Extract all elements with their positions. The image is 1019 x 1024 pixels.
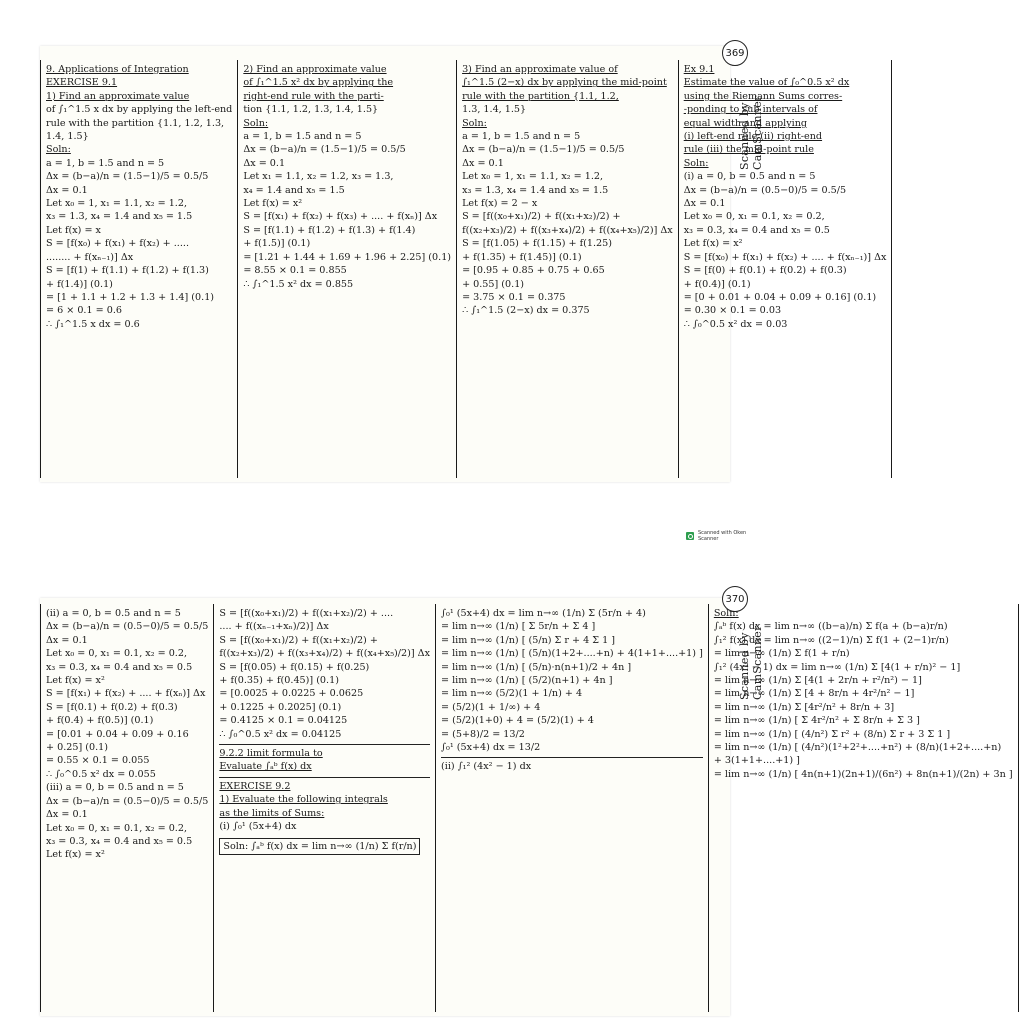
solution-column (678, 60, 893, 478)
handwritten-line: = 0.4125 × 0.1 = 0.04125 (219, 715, 348, 727)
handwritten-line: = lim n→∞ (1/n) Σ [4r²/n² + 8r/n + 3] (713, 701, 895, 713)
handwritten-line: + 0.55] (0.1) (462, 278, 525, 290)
handwritten-line: Let x₀ = 1, x₁ = 1.1, x₂ = 1.2, (46, 198, 188, 210)
handwritten-line: S = [f(x₁) + f(x₂) + f(x₃) + .... + f(xₙ)] Δx (243, 211, 438, 223)
solution-column (40, 604, 213, 1012)
oken-scanner-mark (686, 530, 768, 542)
handwritten-line: + f(1.35) + f(1.45)] (0.1) (462, 251, 582, 263)
handwritten-line: S = [f(x₀) + f(x₁) + f(x₂) + ..... (46, 238, 189, 250)
handwritten-line: (iii) a = 0, b = 0.5 and n = 5 (46, 782, 184, 794)
handwritten-line: 1) Find an approximate value (46, 90, 190, 102)
handwritten-line: + f(0.4) + f(0.5)] (0.1) (46, 715, 154, 727)
handwritten-line: = [1.21 + 1.44 + 1.69 + 1.96 + 2.25] (0.1) (243, 251, 452, 263)
handwritten-line: = [0.95 + 0.85 + 0.75 + 0.65 (462, 265, 605, 277)
handwritten-line: a = 1, b = 1.5 and n = 5 (46, 157, 165, 169)
handwritten-line: Let f(x) = x² (46, 675, 105, 687)
handwritten-line: + f(1.4)] (0.1) (46, 278, 113, 290)
handwritten-line: ∴ ∫₁^1.5 x² dx = 0.855 (243, 278, 354, 290)
handwritten-line: S = [f(x₀) + f(x₁) + f(x₂) + .... + f(xₙ₋₁)] Δx (683, 251, 887, 263)
handwritten-line: Soln: (243, 117, 269, 129)
handwritten-line: = 0.55 × 0.1 = 0.055 (46, 755, 150, 767)
handwritten-line: = lim n→∞ (1/n) [ (4/n²)(1²+2²+....+n²) + (8/n)(1+2+....+n) (713, 742, 1002, 754)
handwritten-line: rule with the partition {1.1, 1.2, 1.3, (46, 117, 225, 129)
handwritten-line: Let f(x) = x² (243, 198, 303, 210)
handwritten-line: Δx = (b−a)/n = (1.5−1)/5 = 0.5/5 (46, 171, 209, 183)
handwritten-line: Soln: ∫ₐᵇ f(x) dx = lim n→∞ (1/n) Σ f(r/n) (219, 838, 420, 855)
handwritten-line: = (5/2)(1+0) + 4 = (5/2)(1) + 4 (441, 715, 594, 727)
solution-column (40, 60, 237, 478)
handwritten-line: Δx = 0.1 (243, 157, 286, 169)
handwritten-line: = lim n→∞ (1/n) [ 4n(n+1)(2n+1)/(6n²) + 8n(n+1)/(2n) + 3n ] (713, 768, 1013, 780)
handwritten-line: Δx = (b−a)/n = (0.5−0)/5 = 0.5/5 (683, 184, 847, 196)
handwritten-line: ∴ ∫₀^0.5 x² dx = 0.04125 (219, 728, 342, 740)
handwritten-line: ∴ ∫₀^0.5 x² dx = 0.03 (683, 318, 788, 330)
handwritten-line: S = [f((x₀+x₁)/2) + f((x₁+x₂)/2) + (219, 634, 378, 646)
handwritten-line: 1.3, 1.4, 1.5} (462, 104, 527, 116)
handwritten-line: using the Riemann Sums corres- (683, 90, 843, 102)
handwritten-line: Let f(x) = x² (683, 238, 743, 250)
handwritten-line: = 6 × 0.1 = 0.6 (46, 305, 122, 317)
handwritten-line: + 0.25] (0.1) (46, 742, 108, 754)
handwritten-line: S = [f(0) + f(0.1) + f(0.2) + f(0.3) (683, 265, 847, 277)
handwritten-line: of ∫₁^1.5 x² dx by applying the (243, 77, 394, 89)
handwritten-line: S = [f((x₀+x₁)/2) + f((x₁+x₂)/2) + (462, 211, 621, 223)
handwritten-line: (i) a = 0, b = 0.5 and n = 5 (683, 171, 816, 183)
handwritten-line: ∫ₐᵇ f(x) dx = lim n→∞ ((b−a)/n) Σ f(a + (b−a)r/n) (713, 621, 948, 633)
handwritten-line: of ∫₁^1.5 x dx by applying the left-end (46, 104, 233, 116)
handwritten-line: Let f(x) = x (46, 224, 101, 236)
handwritten-line: Let x₀ = 0, x₁ = 0.1, x₂ = 0.2, (46, 822, 188, 834)
handwritten-line: = lim n→∞ (1/n) [ (5/n)(1+2+....+n) + 4(1+1+....+1) ] (441, 648, 703, 660)
handwritten-line: 2) Find an approximate value (243, 64, 387, 75)
handwritten-line: Ex 9.1 (683, 64, 715, 75)
handwritten-line: (ii) ∫₁² (4x² − 1) dx (441, 757, 703, 773)
handwritten-line: Soln: (462, 117, 487, 129)
handwritten-line: = lim n→∞ (1/n) Σ [4 + 8r/n + 4r²/n² − 1] (713, 688, 915, 700)
handwritten-line: tion {1.1, 1.2, 1.3, 1.4, 1.5} (243, 104, 379, 116)
handwritten-line: Δx = (b−a)/n = (0.5−0)/5 = 0.5/5 (46, 621, 209, 633)
handwritten-line: (i) left-end rule (ii) right-end (683, 131, 823, 143)
handwritten-line: Soln: (713, 608, 739, 619)
handwritten-line: = (5+8)/2 = 13/2 (441, 728, 525, 740)
handwritten-line: Δx = (b−a)/n = (1.5−1)/5 = 0.5/5 (243, 144, 406, 156)
handwritten-line: ........ + f(xₙ₋₁)] Δx (46, 251, 134, 263)
handwritten-line: x₃ = 0.3, x₄ = 0.4 and x₅ = 0.5 (46, 835, 193, 847)
handwritten-line: Δx = 0.1 (46, 184, 88, 196)
handwritten-line: ∴ ∫₀^0.5 x² dx = 0.055 (46, 768, 156, 780)
handwritten-line: S = [f(1) + f(1.1) + f(1.2) + f(1.3) (46, 265, 209, 277)
handwritten-line: + f(1.5)] (0.1) (243, 238, 311, 250)
scanner-watermark: Scanned by CamScanner (738, 95, 764, 170)
handwritten-line: rule with the partition {1.1, 1.2, (462, 90, 619, 102)
handwritten-line: x₃ = 1.3, x₄ = 1.4 and x₅ = 1.5 (46, 211, 193, 223)
oken-scanner-text: Scanned with Oken Scanner (697, 530, 747, 542)
handwritten-line: ∫₁² f(x) dx = lim n→∞ ((2−1)/n) Σ f(1 + (2−1)r/n) (713, 634, 949, 646)
handwritten-line: 1.4, 1.5} (46, 131, 89, 143)
handwritten-line: EXERCISE 9.1 (46, 77, 118, 89)
handwritten-line: S = [f(1.1) + f(1.2) + f(1.3) + f(1.4) (243, 224, 416, 236)
handwritten-line: = [0.0025 + 0.0225 + 0.0625 (219, 688, 364, 700)
scanner-watermark: Scanned by CamScanner (738, 625, 764, 700)
solution-column (456, 60, 678, 478)
handwritten-line: 9. Applications of Integration (46, 64, 189, 75)
handwritten-line: ∴ ∫₁^1.5 x dx = 0.6 (46, 318, 140, 330)
handwritten-line: rule (iii) the mid-point rule (683, 144, 814, 156)
handwritten-line: + f(0.4)] (0.1) (683, 278, 751, 290)
handwritten-line: .... + f((xₙ₋₁+xₙ)/2)] Δx (219, 621, 329, 633)
handwritten-line: Δx = 0.1 (46, 634, 88, 646)
handwritten-line: 9.2.2 limit formula to (219, 744, 430, 760)
handwritten-line: Estimate the value of ∫₀^0.5 x² dx (683, 77, 850, 89)
handwritten-line: a = 1, b = 1.5 and n = 5 (243, 131, 362, 143)
handwritten-line: Let x₀ = 0, x₁ = 0.1, x₂ = 0.2, (46, 648, 188, 660)
handwritten-line: + 3(1+1+....+1) ] (713, 755, 800, 767)
handwritten-line: = lim n→∞ (1/n) Σ [4(1 + 2r/n + r²/n²) − 1] (713, 675, 922, 687)
handwritten-line: x₄ = 1.4 and x₅ = 1.5 (243, 184, 345, 196)
handwritten-line: Δx = 0.1 (683, 198, 726, 210)
solution-column (237, 60, 456, 478)
scanner-logo-icon (686, 532, 694, 540)
handwritten-line: = lim n→∞ (5/2)(1 + 1/n) + 4 (441, 688, 583, 700)
handwritten-line: 3) Find an approximate value of (462, 64, 618, 75)
handwritten-line: x₃ = 0.3, x₄ = 0.4 and x₅ = 0.5 (46, 661, 193, 673)
handwritten-line: Soln: (683, 157, 709, 169)
handwritten-line: + 0.1225 + 0.2025] (0.1) (219, 701, 342, 713)
handwritten-line: S = [f(1.05) + f(1.15) + f(1.25) (462, 238, 612, 250)
handwritten-line: S = [f(x₁) + f(x₂) + .... + f(xₙ)] Δx (46, 688, 206, 700)
handwritten-line: = 8.55 × 0.1 = 0.855 (243, 265, 347, 277)
handwritten-line: as the limits of Sums: (219, 807, 325, 819)
handwritten-line: S = [f(0.05) + f(0.15) + f(0.25) (219, 661, 370, 673)
handwritten-line: = lim n→∞ (1/n) [ (4/n²) Σ r² + (8/n) Σ r + 3 Σ 1 ] (713, 728, 951, 740)
handwritten-line: ∫₁^1.5 (2−x) dx by applying the mid-point (462, 77, 667, 89)
handwritten-line: Δx = 0.1 (462, 157, 504, 169)
handwritten-line: a = 1, b = 1.5 and n = 5 (462, 131, 581, 143)
handwritten-line: = lim n→∞ (1/n) [ Σ 5r/n + Σ 4 ] (441, 621, 596, 633)
handwritten-line: Let x₀ = 0, x₁ = 0.1, x₂ = 0.2, (683, 211, 825, 223)
handwritten-line: = lim n→∞ (1/n) [ (5/n) Σ r + 4 Σ 1 ] (441, 634, 615, 646)
handwritten-line: S = [f((x₀+x₁)/2) + f((x₁+x₂)/2) + .... (219, 608, 394, 619)
handwritten-line: Let f(x) = 2 − x (462, 198, 538, 210)
handwritten-line: (ii) a = 0, b = 0.5 and n = 5 (46, 608, 181, 619)
handwritten-line: = [0.01 + 0.04 + 0.09 + 0.16 (46, 728, 189, 740)
handwritten-line: x₃ = 1.3, x₄ = 1.4 and x₅ = 1.5 (462, 184, 609, 196)
handwritten-line: ∴ ∫₁^1.5 (2−x) dx = 0.375 (462, 305, 590, 317)
handwritten-line: Let x₁ = 1.1, x₂ = 1.2, x₃ = 1.3, (243, 171, 394, 183)
handwritten-line: Δx = (b−a)/n = (0.5−0)/5 = 0.5/5 (46, 795, 209, 807)
handwritten-line: equal width and applying (683, 117, 808, 129)
handwritten-line: Δx = (b−a)/n = (1.5−1)/5 = 0.5/5 (462, 144, 625, 156)
handwritten-line: = [0 + 0.01 + 0.04 + 0.09 + 0.16] (0.1) (683, 291, 877, 303)
solution-column (213, 604, 435, 1012)
page-number: 369 (722, 40, 748, 66)
handwritten-line: ∫₀¹ (5x+4) dx = lim n→∞ (1/n) Σ (5r/n + 4) (441, 608, 646, 619)
handwritten-line: Let f(x) = x² (46, 849, 105, 861)
handwritten-line: + f(0.35) + f(0.45)] (0.1) (219, 675, 339, 687)
handwritten-line: Evaluate ∫ₐᵇ f(x) dx (219, 761, 312, 773)
handwritten-line: = lim n→∞ (1/n) Σ f(1 + r/n) (713, 648, 850, 660)
handwritten-line: = 3.75 × 0.1 = 0.375 (462, 291, 566, 303)
handwritten-line: = lim n→∞ (1/n) [ (5/n)·n(n+1)/2 + 4n ] (441, 661, 632, 673)
handwritten-line: Let x₀ = 1, x₁ = 1.1, x₂ = 1.2, (462, 171, 604, 183)
handwritten-line: = [1 + 1.1 + 1.2 + 1.3 + 1.4] (0.1) (46, 291, 215, 303)
handwritten-line: S = [f(0.1) + f(0.2) + f(0.3) (46, 701, 178, 713)
handwritten-line: (i) ∫₀¹ (5x+4) dx (219, 821, 297, 833)
page-number: 370 (722, 586, 748, 612)
handwritten-line: x₃ = 0.3, x₄ = 0.4 and x₅ = 0.5 (683, 224, 830, 236)
handwritten-line: = lim n→∞ (1/n) [ Σ 4r²/n² + Σ 8r/n + Σ 3 ] (713, 715, 920, 727)
handwritten-line: = (5/2)(1 + 1/∞) + 4 (441, 701, 541, 713)
handwritten-line: f((x₂+x₃)/2) + f((x₃+x₄)/2) + f((x₄+x₅)/2)] Δx (219, 648, 431, 660)
handwritten-line: Soln: (46, 144, 71, 156)
handwritten-line: right-end rule with the parti- (243, 90, 384, 102)
handwritten-line: = 0.30 × 0.1 = 0.03 (683, 305, 782, 317)
handwritten-line: ∫₀¹ (5x+4) dx = 13/2 (441, 742, 541, 754)
handwritten-line: f((x₂+x₃)/2) + f((x₃+x₄)/2) + f((x₄+x₅)/2)] Δx (462, 224, 673, 236)
handwritten-line: EXERCISE 9.2 (219, 777, 430, 793)
handwritten-line: Δx = 0.1 (46, 809, 88, 821)
solution-column (435, 604, 708, 1012)
handwritten-line: ∫₁² (4x² − 1) dx = lim n→∞ (1/n) Σ [4(1 + r/n)² − 1] (713, 661, 961, 673)
handwritten-line: -ponding to sub intervals of (683, 104, 818, 116)
handwritten-line: 1) Evaluate the following integrals (219, 794, 388, 806)
handwritten-line: = lim n→∞ (1/n) [ (5/2)(n+1) + 4n ] (441, 675, 613, 687)
